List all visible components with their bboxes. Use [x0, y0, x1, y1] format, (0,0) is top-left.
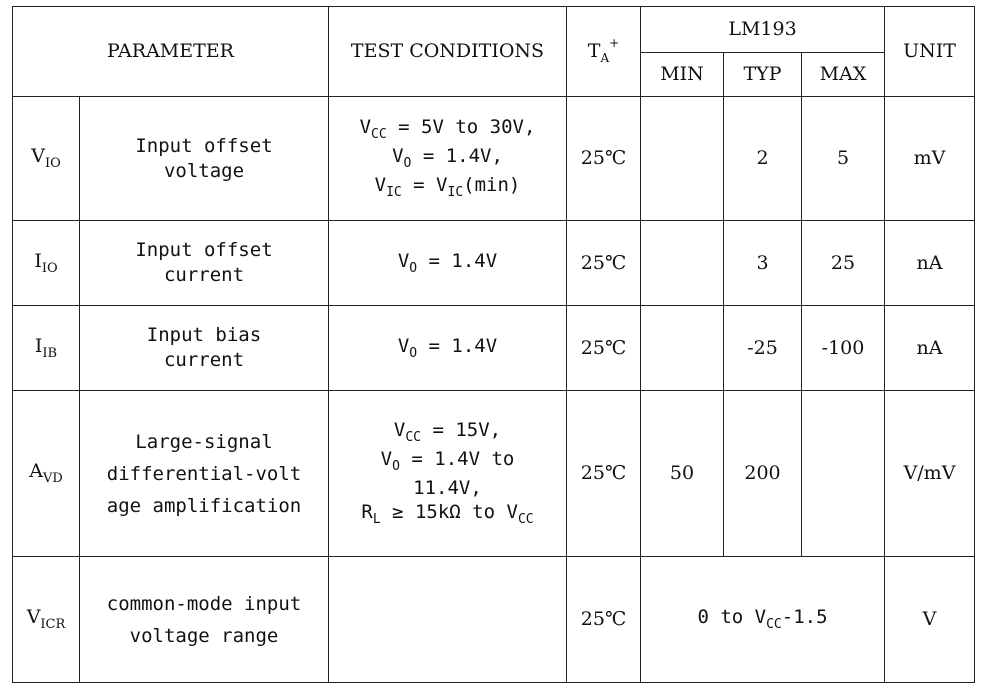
header-unit: UNIT [885, 7, 975, 97]
condition-line: $V_O = 1.4V$ to [380, 447, 515, 474]
parameter-line: differential-volt [106, 462, 302, 485]
table-row [13, 557, 975, 683]
table-row [13, 97, 975, 221]
test-conditions-iio: $V_O = 1.4V$ [329, 221, 567, 306]
unit-value: mV [885, 97, 975, 221]
unit-value: nA [885, 306, 975, 391]
typ-value: -25 [724, 306, 802, 391]
unit-value: nA [885, 221, 975, 306]
table-row [13, 391, 975, 557]
header-typ: TYP [724, 53, 802, 97]
typ-value: 2 [724, 97, 802, 221]
condition-line: $V_{CC} = 5V$ to 30V, [359, 116, 536, 143]
ta-value: 25℃ [567, 391, 641, 557]
header-ta [567, 7, 641, 97]
table-row [13, 221, 975, 306]
condition-line: $R_L \ge 15k\Omega$ to $V_{CC}$ [361, 501, 534, 527]
ta-value: 25℃ [567, 97, 641, 221]
min-value [641, 221, 724, 306]
header-device: LM193 [641, 7, 885, 53]
parameter-common-mode-input-voltage-range [80, 557, 329, 683]
parameter-line: Large-signal [135, 430, 273, 453]
parameter-line: Input offset [135, 134, 273, 157]
max-value: -100 [802, 306, 885, 391]
symbol-avd: $A_{VD}$ [13, 391, 80, 557]
test-conditions-avd [329, 391, 567, 557]
table-row [13, 306, 975, 391]
parameter-line: common-mode input [106, 592, 302, 615]
parameter-large-signal-amplification [80, 391, 329, 557]
electrical-characteristics-table [12, 6, 975, 683]
parameter-line: voltage range [129, 624, 279, 647]
symbol-vio [13, 97, 80, 221]
unit-value: V/mV [885, 391, 975, 557]
parameter-line: current [163, 349, 245, 371]
symbol-sub: IO [44, 155, 61, 171]
unit-value: V [885, 557, 975, 683]
condition-line: $V_{CC} = 15V$, [393, 419, 502, 445]
parameter-line: current [163, 264, 245, 286]
header-test-conditions: TEST CONDITIONS [329, 7, 567, 97]
parameter-line: age amplification [106, 494, 302, 517]
min-value [641, 306, 724, 391]
typ-value: 3 [724, 221, 802, 306]
header-parameter: PARAMETER [13, 7, 329, 97]
header-min: MIN [641, 53, 724, 97]
parameter-line: voltage [163, 159, 245, 182]
ta-value: 25℃ [567, 557, 641, 683]
header-ta-base: T [587, 40, 601, 63]
test-conditions-vicr [329, 557, 567, 683]
parameter-input-offset-voltage [80, 97, 329, 221]
ta-value: 25℃ [567, 306, 641, 391]
min-value: 50 [641, 391, 724, 557]
header-row [13, 7, 975, 53]
symbol-iio: $I_{IO}$ [13, 221, 80, 306]
condition-line: $V_{IC} = V_{IC}(\min)$ [374, 173, 521, 200]
parameter-line: Input offset [135, 239, 273, 262]
test-conditions-iib: $V_O = 1.4V$ [329, 306, 567, 391]
max-value: 5 [802, 97, 885, 221]
parameter-line: Input bias [146, 324, 262, 347]
symbol-vicr: $V_{ICR}$ [13, 557, 80, 683]
test-conditions-vio [329, 97, 567, 221]
parameter-input-offset-current [80, 221, 329, 306]
typ-value: 200 [724, 391, 802, 557]
parameter-input-bias-current [80, 306, 329, 391]
max-value: 25 [802, 221, 885, 306]
header-ta-sup: + [609, 36, 620, 51]
max-value [802, 391, 885, 557]
condition-line: $V_O = 1.4V$, [392, 145, 503, 171]
range-value: 0 to $V_{CC}-1.5$ [641, 557, 885, 683]
ta-value: 25℃ [567, 221, 641, 306]
min-value [641, 97, 724, 221]
condition-line: 11.4V, [413, 476, 482, 499]
symbol-iib: $I_{IB}$ [13, 306, 80, 391]
symbol-base: V [31, 145, 45, 168]
header-max: MAX [802, 53, 885, 97]
header-ta-sub: A [600, 51, 610, 66]
